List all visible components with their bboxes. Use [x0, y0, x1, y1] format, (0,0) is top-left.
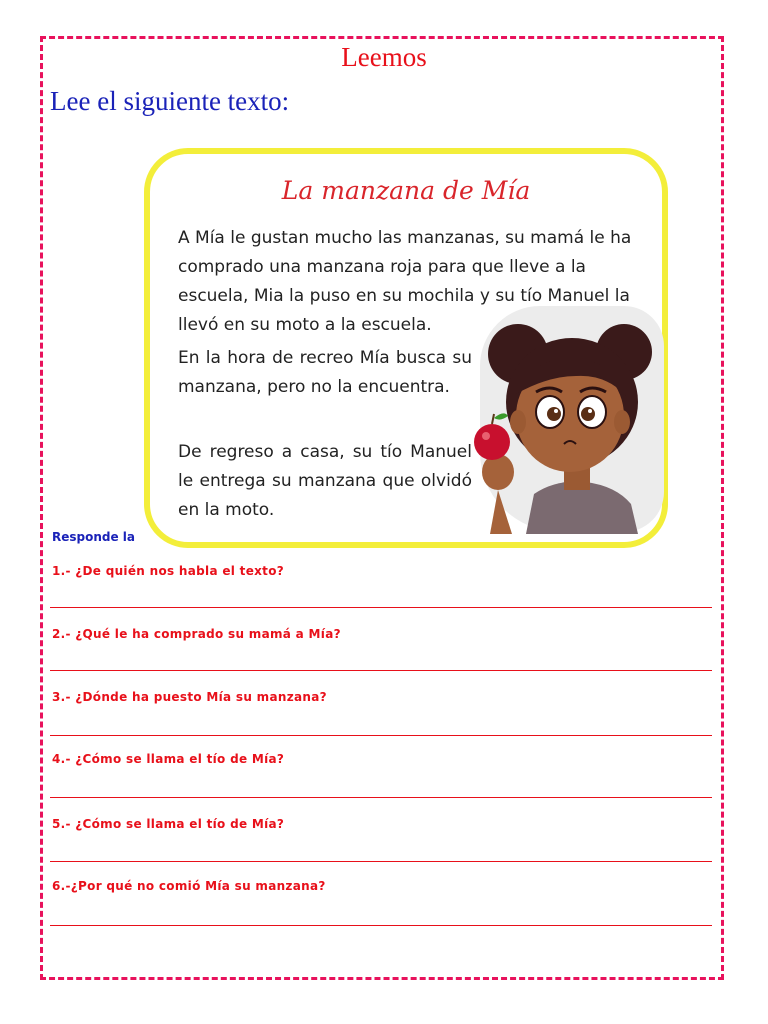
answer-line-6[interactable]: [50, 925, 712, 926]
story-paragraph-2: En la hora de recreo Mía busca su manzana, pero no la encuentra.: [178, 348, 472, 397]
responde-label: Responde la: [52, 530, 136, 544]
answer-line-1[interactable]: [50, 607, 712, 608]
instruction-text: Lee el siguiente texto:: [50, 86, 290, 116]
question-3: 3.- ¿Dónde ha puesto Mía su manzana?: [52, 690, 327, 704]
question-5: 5.- ¿Cómo se llama el tío de Mía?: [52, 817, 285, 831]
question-2: 2.- ¿Qué le ha comprado su mamá a Mía?: [52, 627, 341, 641]
question-1: 1.- ¿De quién nos habla el texto?: [52, 564, 285, 578]
story-paragraph-1: A Mía le gustan mucho las manzanas, su mamá le ha comprado una manzana roja para que lleve a la escuela, Mia la puso en su mochila y su tío Manuel la llevó en su moto a la escuela.: [178, 228, 632, 335]
answer-line-2[interactable]: [50, 670, 712, 671]
story-box: [144, 148, 668, 548]
answer-line-4[interactable]: [50, 797, 712, 798]
question-4: 4.- ¿Cómo se llama el tío de Mía?: [52, 752, 285, 766]
answer-line-5[interactable]: [50, 861, 712, 862]
question-6: 6.-¿Por qué no comió Mía su manzana?: [52, 879, 326, 893]
page-title: Leemos: [341, 42, 427, 72]
story-paragraph-3: De regreso a casa, su tío Manuel le entrega su manzana que olvidó en la moto.: [178, 442, 472, 520]
story-title: La manzana de Mía: [281, 176, 531, 205]
girl-holding-apple-illustration: [456, 304, 656, 534]
answer-line-3[interactable]: [50, 735, 712, 736]
